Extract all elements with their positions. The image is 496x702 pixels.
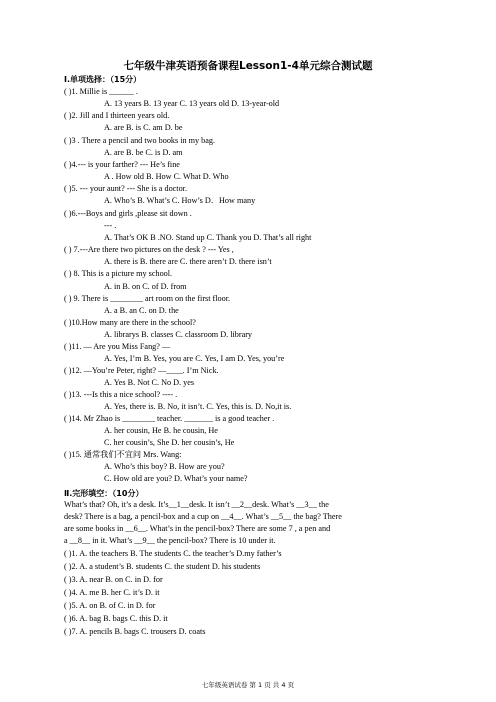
- question-options: A . How old B. How C. What D. Who: [104, 172, 229, 181]
- cloze-item: ( )3. A. near B. on C. in D. for: [64, 575, 163, 584]
- cloze-item: ( )1. A. the teachers B. The students C. the teacher’s D.my father’s: [64, 549, 282, 558]
- question-options: A. a B. an C. on D. the: [104, 306, 179, 315]
- question-options: A. Yes, I’m B. Yes, you are C. Yes, I am D. Yes, you’re: [104, 354, 285, 363]
- question-response-line: --- .: [104, 221, 117, 230]
- question-options: A. That’s OK B .NO. Stand up C. Thank you D. That’s all right: [104, 233, 312, 242]
- cloze-item: ( )2. A. a student’s B. students C. the student D. his students: [64, 562, 261, 571]
- question-stem: ( ) 7.---Are there two pictures on the desk ? --- Yes ,: [64, 245, 234, 254]
- question-options: A. are B. be C. is D. am: [104, 148, 183, 157]
- question-options: A. 13 years B. 13 year C. 13 years old D. 13-year-old: [104, 99, 280, 108]
- question-stem: ( )15. 通常我们不宜问 Mrs. Wang:: [64, 450, 182, 459]
- question-stem: ( )11. — Are you Miss Fang? —: [64, 342, 171, 351]
- question-stem: ( )5. --- your aunt? --- She is a doctor.: [64, 184, 187, 193]
- section-heading-cloze: Ⅱ.完形填空：（10分）: [64, 489, 144, 498]
- question-stem: ( )10.How many are there in the school?: [64, 318, 196, 327]
- question-options: A. there is B. there are C. there aren’t D. there isn’t: [104, 257, 272, 266]
- page-title: 七年级牛津英语预备课程Lesson1-4单元综合测试题: [123, 60, 373, 72]
- page-footer: 七年级英语试卷 第 1 页 共 4 页: [201, 681, 295, 689]
- question-stem: ( )1. Millie is ______ .: [64, 87, 138, 96]
- passage-line: a __8__ in it. What’s __9__ the pencil-box? There is 10 under it.: [64, 536, 276, 545]
- question-stem: ( )14. Mr Zhao is ________ teacher. _______ is a good teacher .: [64, 414, 275, 423]
- question-options: A. are B. is C. am D. be: [104, 123, 183, 132]
- question-options: A. Yes B. Not C. No D. yes: [104, 378, 195, 387]
- question-stem: ( )13. ---Is this a nice school? ---- .: [64, 390, 178, 399]
- question-stem: ( )12. —You’re Peter, right? —____. I’m Nick.: [64, 366, 219, 375]
- question-stem: ( ) 8. This is a picture my school.: [64, 269, 173, 278]
- question-options: A. Who’s B. What’s C. How’s D．How many: [104, 196, 256, 205]
- cloze-item: ( )6. A. bag B. bags C. this D. it: [64, 614, 168, 623]
- question-options: A. librarys B. classes C. classroom D. library: [104, 330, 253, 339]
- question-options: A. Who’s this boy? B. How are you?: [104, 462, 225, 471]
- question-options: A. her cousin, He B. he cousin, He: [104, 426, 218, 435]
- question-options: C. her cousin’s, She D. her cousin’s, He: [104, 438, 235, 447]
- question-options: A. in B. on C. of D. from: [104, 282, 187, 291]
- cloze-item: ( )4. A. me B. her C. it’s D. it: [64, 588, 160, 597]
- passage-line: desk? There is a bag, a pencil-box and a cup on __4__. What’s __5__ the bag? There: [64, 512, 342, 521]
- question-options: C. How old are you? D. What’s your name?: [104, 474, 248, 483]
- question-stem: ( ) 9. There is ________ art room on the first floor.: [64, 294, 231, 303]
- passage-line: What’s that? Oh, it’s a desk. It’s__1__desk. It isn’t __2__desk. What’s __3__ the: [64, 500, 329, 509]
- question-stem: ( )3 . There a pencil and two books in my bag.: [64, 136, 216, 145]
- question-stem: ( )6.---Boys and girls ,please sit down .: [64, 209, 192, 218]
- cloze-item: ( )7. A. pencils B. bags C. trousers D. coats: [64, 627, 206, 636]
- question-stem: ( )2. Jill and I thirteen years old.: [64, 111, 170, 120]
- question-stem: ( )4.--- is your farther? --- He’s fine: [64, 160, 180, 169]
- cloze-item: ( )5. A. on B. of C. in D. for: [64, 601, 156, 610]
- section-heading-multiple-choice: Ⅰ.单项选择：（15分）: [64, 75, 142, 84]
- question-options: A. Yes, there is. B. No, it isn’t. C. Yes, this is. D. No,it is.: [104, 402, 292, 411]
- passage-line: are some books in __6__. What’s in the pencil-box? There are some 7 , a pen and: [64, 524, 331, 533]
